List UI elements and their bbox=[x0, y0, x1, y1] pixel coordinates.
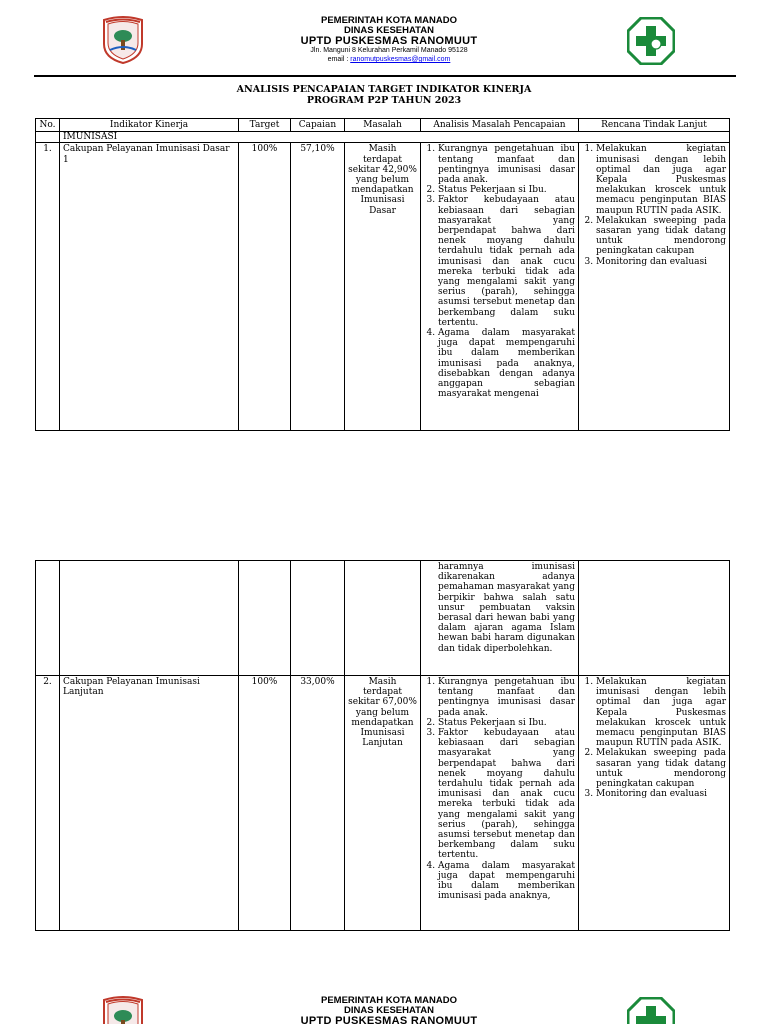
gov-name: PEMERINTAH KOTA MANADO bbox=[321, 995, 457, 1006]
puskesmas-logo-icon bbox=[627, 17, 675, 65]
list-item: 4. Agama dalam masyarakat juga dapat mempengaruhi ibu dalam memberikan imunisasi pada anaknya, bbox=[438, 861, 575, 902]
col-header-no: No. bbox=[36, 119, 60, 132]
agency-name: DINAS KESEHATAN bbox=[344, 1005, 434, 1016]
col-header-target: Target bbox=[239, 119, 291, 132]
table-row bbox=[36, 676, 730, 931]
row-indikator: Cakupan Pelayanan Imunisasi Lanjutan bbox=[60, 676, 239, 931]
letterhead bbox=[0, 980, 768, 1024]
row-analisis-continued bbox=[421, 561, 579, 676]
row-analisis bbox=[421, 143, 579, 431]
list-item: 1. Kurangnya pengetahuan ibu tentang manfaat dan pentingnya imunisasi dasar pada anak. bbox=[438, 144, 575, 185]
institution-name: UPTD PUSKESMAS RANOMUUT bbox=[300, 35, 478, 47]
list-item: 1. Kurangnya pengetahuan ibu tentang manfaat dan pentingnya imunisasi dasar pada anak. bbox=[438, 677, 575, 718]
table-row bbox=[36, 143, 730, 431]
table-row bbox=[36, 561, 730, 676]
section-label: IMUNISASI bbox=[60, 132, 730, 143]
letterhead bbox=[0, 0, 768, 80]
col-header-indikator: Indikator Kinerja bbox=[60, 119, 239, 132]
col-header-capaian: Capaian bbox=[291, 119, 345, 132]
list-item: 2. Melakukan sweeping pada sasaran yang tidak datang untuk mendorong peningkatan cakupan bbox=[596, 216, 726, 257]
gov-name: PEMERINTAH KOTA MANADO bbox=[321, 15, 457, 26]
row-masalah: Masih terdapat sekitar 67,00% yang belum mendapatkan Imunisasi Lanjutan bbox=[345, 676, 421, 931]
rencana-list bbox=[582, 144, 726, 266]
list-item: 1. Melakukan kegiatan imunisasi dengan lebih optimal dan juga agar Kepala Puskesmas melakukan kroscek untuk memacu penginputan BIAS maupun RUTIN pada ASIK. bbox=[596, 677, 726, 748]
list-item: 2. Melakukan sweeping pada sasaran yang tidak datang untuk mendorong peningkatan cakupan bbox=[596, 748, 726, 789]
analisis-continued-text: haramnya imunisasi dikarenakan adanya pemahaman masyarakat yang berpikir bahwa salah satu unsur pembuatan vaksin berasal dari hewan babi yang dalam ajaran agama Islam hewan babi haram digunakan dan tidak diperbolehkan. bbox=[438, 562, 575, 654]
rencana-list bbox=[582, 677, 726, 799]
analisis-list bbox=[424, 144, 575, 399]
manado-city-seal-icon bbox=[100, 14, 146, 64]
page-2 bbox=[0, 540, 768, 940]
list-item: 2. Status Pekerjaan si Ibu. bbox=[438, 718, 575, 728]
list-item: 3. Monitoring dan evaluasi bbox=[596, 789, 726, 799]
performance-table bbox=[35, 118, 730, 431]
col-header-rencana: Rencana Tindak Lanjut bbox=[579, 119, 730, 132]
row-analisis bbox=[421, 676, 579, 931]
institution-name: UPTD PUSKESMAS RANOMUUT bbox=[300, 1015, 478, 1024]
row-rencana bbox=[579, 676, 730, 931]
document-title: ANALISIS PENCAPAIAN TARGET INDIKATOR KINERJA PROGRAM P2P TAHUN 2023 bbox=[236, 84, 532, 106]
list-item: 3. Faktor kebudayaan atau kebiasaan dari sebagian masyarakat yang berpendapat bahwa dari nenek moyang dahulu terdahulu tidak pernah ada imunisasi dan anak cucu mereka terbuki tidak ada yang mengalami sakit yang serius (parah), sehingga asumsi tersebut menetap dan berkembang dalam suku tertentu. bbox=[438, 195, 575, 328]
list-item: 1. Melakukan kegiatan imunisasi dengan lebih optimal dan juga agar Kepala Puskesmas melakukan kroscek untuk memacu penginputan BIAS maupun RUTIN pada ASIK. bbox=[596, 144, 726, 215]
table-header-row bbox=[36, 119, 730, 132]
section-row bbox=[36, 132, 730, 143]
row-no: 2. bbox=[36, 676, 60, 931]
list-item: 4. Agama dalam masyarakat juga dapat mempengaruhi ibu dalam memberikan imunisasi pada anaknya, disebabkan dengan adanya anggapan sebagian masyarakat mengenai bbox=[438, 328, 575, 399]
email-line: email : ranomutpuskesmas@gmail.com bbox=[327, 56, 451, 63]
col-header-analisis: Analisis Masalah Pencapaian bbox=[421, 119, 579, 132]
row-indikator: Cakupan Pelayanan Imunisasi Dasar 1 bbox=[60, 143, 239, 431]
row-capaian: 57,10% bbox=[291, 143, 345, 431]
list-item: 3. Monitoring dan evaluasi bbox=[596, 257, 726, 267]
manado-city-seal-icon bbox=[100, 994, 146, 1024]
analisis-list bbox=[424, 677, 575, 901]
row-capaian: 33,00% bbox=[291, 676, 345, 931]
row-target: 100% bbox=[239, 676, 291, 931]
page-1 bbox=[0, 0, 768, 440]
col-header-masalah: Masalah bbox=[345, 119, 421, 132]
email-link[interactable]: ranomutpuskesmas@gmail.com bbox=[350, 56, 451, 63]
performance-table-continued bbox=[35, 560, 730, 931]
letterhead-text bbox=[200, 996, 578, 1024]
address: Jln. Manguni 8 Kelurahan Perkamil Manado 95128 bbox=[310, 47, 468, 54]
list-item: 3. Faktor kebudayaan atau kebiasaan dari sebagian masyarakat yang berpendapat bahwa dari nenek moyang dahulu terdahulu tidak pernah ada imunisasi dan anak cucu mereka terbuki tidak ada yang mengalami sakit yang serius (parah), sehingga asumsi tersebut menetap dan berkembang dalam suku tertentu. bbox=[438, 728, 575, 861]
row-target: 100% bbox=[239, 143, 291, 431]
row-masalah: Masih terdapat sekitar 42,90% yang belum mendapatkan Imunisasi Dasar bbox=[345, 143, 421, 431]
letterhead-text bbox=[200, 16, 578, 64]
puskesmas-logo-icon bbox=[627, 997, 675, 1024]
row-no: 1. bbox=[36, 143, 60, 431]
agency-name: DINAS KESEHATAN bbox=[344, 25, 434, 36]
list-item: 2. Status Pekerjaan si Ibu. bbox=[438, 185, 575, 195]
page-3 bbox=[0, 980, 768, 1024]
row-rencana bbox=[579, 143, 730, 431]
letterhead-rule bbox=[34, 75, 736, 77]
